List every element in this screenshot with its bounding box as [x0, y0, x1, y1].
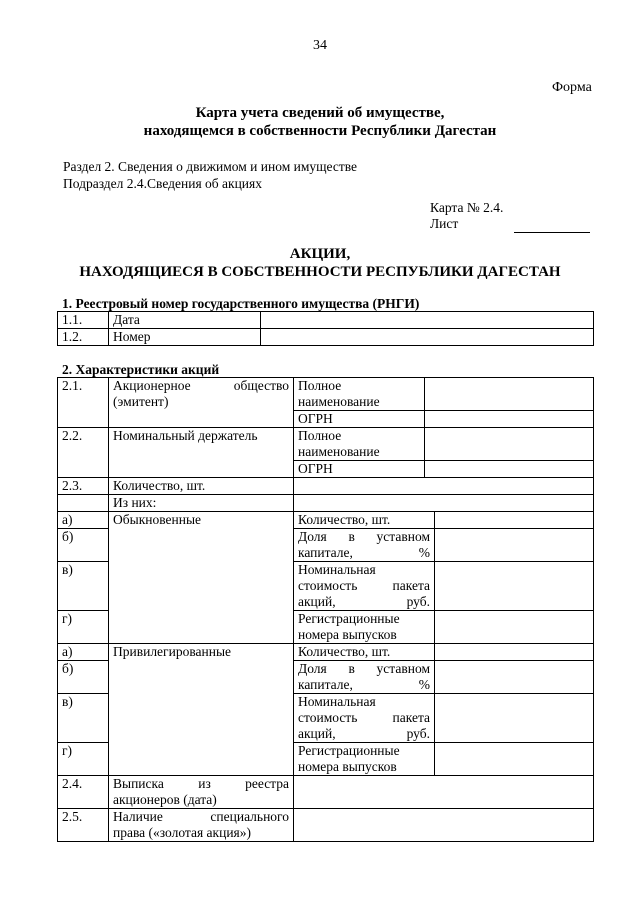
- shares-table: [57, 377, 594, 842]
- value-cell[interactable]: [294, 776, 594, 809]
- page-number: 34: [313, 38, 327, 53]
- heading-line1: АКЦИИ,: [289, 246, 351, 262]
- row-letter: в): [58, 694, 109, 743]
- table-row: [58, 378, 594, 411]
- row-label: Номер: [109, 329, 261, 346]
- table-row: [58, 312, 594, 329]
- value-cell[interactable]: [294, 478, 594, 495]
- sheet-number-line: [514, 232, 590, 233]
- heading-line2: НАХОДЯЩИЕСЯ В СОБСТВЕННОСТИ РЕСПУБЛИКИ ДАГЕСТАН: [79, 264, 561, 280]
- row-number: 2.5.: [58, 809, 109, 842]
- field-label: ОГРН: [294, 411, 425, 428]
- row-label: Количество, шт.: [109, 478, 294, 495]
- row-number: 2.2.: [58, 428, 109, 478]
- value-cell[interactable]: [435, 611, 594, 644]
- value-cell[interactable]: [435, 529, 594, 562]
- field-label: Доля в уставном капитале, %: [294, 529, 435, 562]
- table-row: [58, 512, 594, 529]
- value-cell[interactable]: [435, 694, 594, 743]
- table-row: [58, 809, 594, 842]
- field-label: Количество, шт.: [294, 644, 435, 661]
- value-cell[interactable]: [261, 329, 594, 346]
- row-label: Номинальный держатель: [109, 428, 294, 478]
- field-label: Регистрационные номера выпусков: [294, 743, 435, 776]
- field-label: ОГРН: [294, 461, 425, 478]
- field-label: Доля в уставном капитале, %: [294, 661, 435, 694]
- table-row: [58, 329, 594, 346]
- value-cell[interactable]: [435, 512, 594, 529]
- field-label: Регистрационные номера выпусков: [294, 611, 435, 644]
- document-title-line1: Карта учета сведений об имуществе,: [195, 105, 445, 121]
- card-number: Карта № 2.4.: [430, 200, 504, 215]
- row-number: 2.4.: [58, 776, 109, 809]
- row-letter: а): [58, 644, 109, 661]
- row-number: 1.2.: [58, 329, 109, 346]
- row-letter: в): [58, 562, 109, 611]
- share-type-label: Привилегированные: [109, 644, 294, 776]
- row-label: Дата: [109, 312, 261, 329]
- share-type-label: Обыкновенные: [109, 512, 294, 644]
- field-label: Номинальная стоимость пакета акций, руб.: [294, 562, 435, 611]
- subsection-line: Подраздел 2.4.Сведения об акциях: [63, 176, 262, 191]
- table-row: [58, 428, 594, 461]
- value-cell[interactable]: [425, 378, 594, 411]
- field-label: Номинальная стоимость пакета акций, руб.: [294, 694, 435, 743]
- value-cell[interactable]: [294, 809, 594, 842]
- section-line: Раздел 2. Сведения о движимом и ином имуществе: [63, 159, 358, 174]
- value-cell[interactable]: [435, 743, 594, 776]
- value-cell[interactable]: [435, 562, 594, 611]
- document-title-line2: находящемся в собственности Республики Дагестан: [143, 123, 497, 139]
- field-label: Количество, шт.: [294, 512, 435, 529]
- part1-heading: 1. Реестровый номер государственного имущества (РНГИ): [62, 296, 420, 311]
- field-label: Полное наименование: [294, 378, 425, 411]
- form-label: Форма: [552, 80, 592, 95]
- sheet-label: Лист: [430, 216, 459, 231]
- row-label: Акционерное общество (эмитент): [109, 378, 294, 428]
- row-label: Наличие специального права («золотая акция»): [109, 809, 294, 842]
- value-cell[interactable]: [425, 461, 594, 478]
- value-cell[interactable]: [435, 644, 594, 661]
- value-cell: [294, 495, 594, 512]
- part2-heading: 2. Характеристики акций: [62, 362, 220, 377]
- row-letter: а): [58, 512, 109, 529]
- field-label: Полное наименование: [294, 428, 425, 461]
- row-letter: б): [58, 529, 109, 562]
- table-row: [58, 478, 594, 495]
- table-row: [58, 776, 594, 809]
- table-row: [58, 644, 594, 661]
- table-row: [58, 495, 594, 512]
- value-cell[interactable]: [425, 428, 594, 461]
- value-cell[interactable]: [425, 411, 594, 428]
- row-number: 1.1.: [58, 312, 109, 329]
- row-letter: б): [58, 661, 109, 694]
- row-label: Выписка из реестра акционеров (дата): [109, 776, 294, 809]
- rngi-table: [57, 311, 594, 346]
- value-cell[interactable]: [435, 661, 594, 694]
- row-number: 2.3.: [58, 478, 109, 495]
- row-letter: г): [58, 611, 109, 644]
- row-label: Из них:: [109, 495, 294, 512]
- row-number: [58, 495, 109, 512]
- row-letter: г): [58, 743, 109, 776]
- row-number: 2.1.: [58, 378, 109, 428]
- value-cell[interactable]: [261, 312, 594, 329]
